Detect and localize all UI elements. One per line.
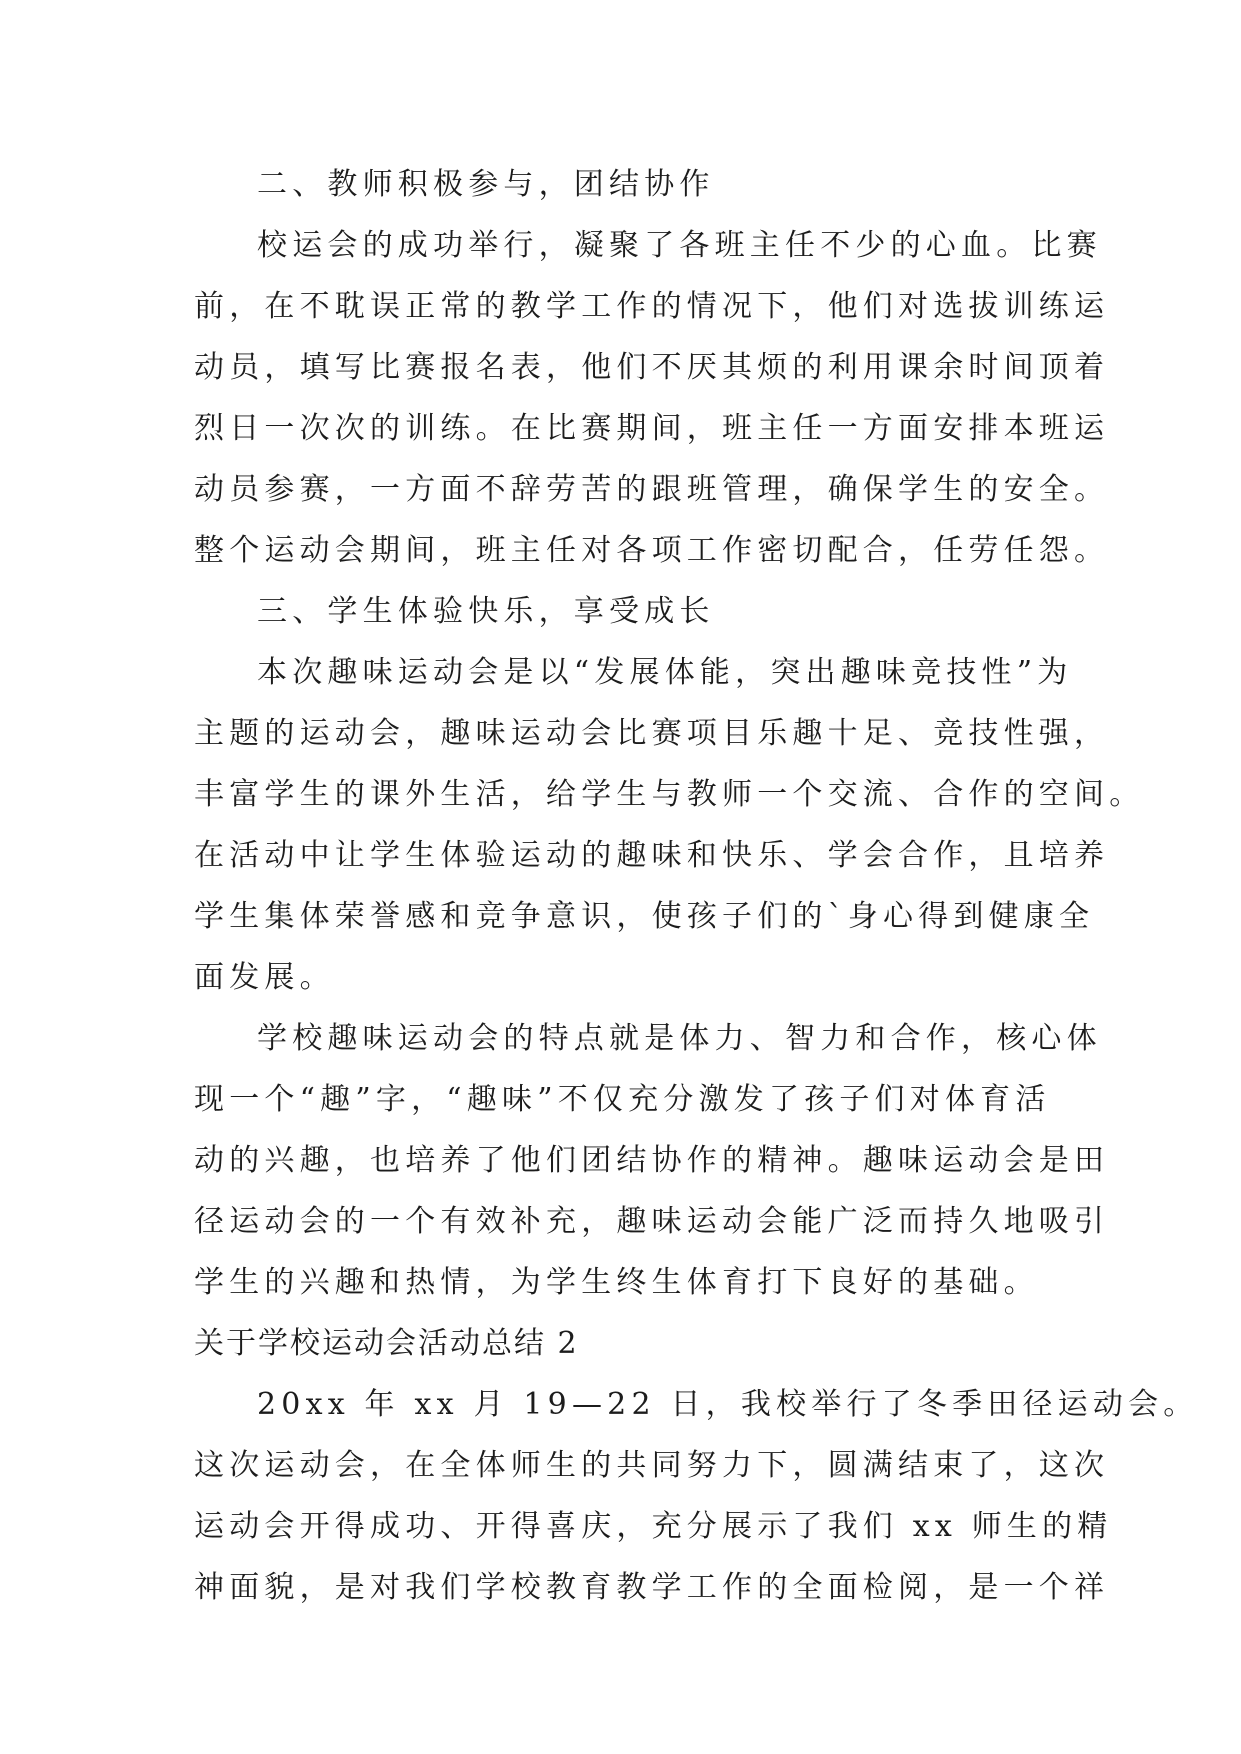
section-heading-students: 三、学生体验快乐，享受成长: [257, 594, 715, 629]
paragraph-line: 学校趣味运动会的特点就是体力、智力和合作，核心体: [257, 1021, 1102, 1056]
document-section-title: 关于学校运动会活动总结 2: [194, 1326, 579, 1361]
paragraph-line: 径运动会的一个有效补充，趣味运动会能广泛而持久地吸引: [194, 1204, 1110, 1239]
paragraph-line: 现一个“趣”字，“趣味”不仅充分激发了孩子们对体育活: [194, 1082, 1051, 1117]
paragraph-line: 动的兴趣，也培养了他们团结协作的精神。趣味运动会是田: [194, 1143, 1110, 1178]
paragraph-line: 校运会的成功举行，凝聚了各班主任不少的心血。比赛: [257, 228, 1102, 263]
paragraph-line: 丰富学生的课外生活，给学生与教师一个交流、合作的空间。: [194, 777, 1145, 812]
paragraph-line: 运动会开得成功、开得喜庆，充分展示了我们 xx 师生的精: [194, 1509, 1113, 1544]
paragraph-line: 20xx 年 xx 月 19—22 日，我校举行了冬季田径运动会。: [257, 1387, 1199, 1422]
paragraph-line: 整个运动会期间，班主任对各项工作密切配合，任劳任怨。: [194, 533, 1110, 568]
paragraph-line: 动员，填写比赛报名表，他们不厌其烦的利用课余时间顶着: [194, 350, 1110, 385]
paragraph-line: 主题的运动会，趣味运动会比赛项目乐趣十足、竞技性强，: [194, 716, 1110, 751]
paragraph-line: 面发展。: [194, 960, 335, 995]
section-heading-teachers: 二、教师积极参与，团结协作: [257, 167, 715, 202]
document-body: [194, 154, 1199, 1618]
paragraph-line: 学生集体荣誉感和竞争意识，使孩子们的`身心得到健康全: [194, 899, 1095, 934]
paragraph-line: 前，在不耽误正常的教学工作的情况下，他们对选拔训练运: [194, 289, 1110, 324]
paragraph-line: 这次运动会，在全体师生的共同努力下，圆满结束了，这次: [194, 1448, 1110, 1483]
paragraph-line: 本次趣味运动会是以“发展体能，突出趣味竞技性”为: [257, 655, 1073, 690]
paragraph-line: 烈日一次次的训练。在比赛期间，班主任一方面安排本班运: [194, 411, 1110, 446]
paragraph-line: 在活动中让学生体验运动的趣味和快乐、学会合作，且培养: [194, 838, 1110, 873]
paragraph-line: 学生的兴趣和热情，为学生终生体育打下良好的基础。: [194, 1265, 1039, 1300]
paragraph-line: 动员参赛，一方面不辞劳苦的跟班管理，确保学生的安全。: [194, 472, 1110, 507]
paragraph-line: 神面貌，是对我们学校教育教学工作的全面检阅，是一个祥: [194, 1570, 1110, 1605]
